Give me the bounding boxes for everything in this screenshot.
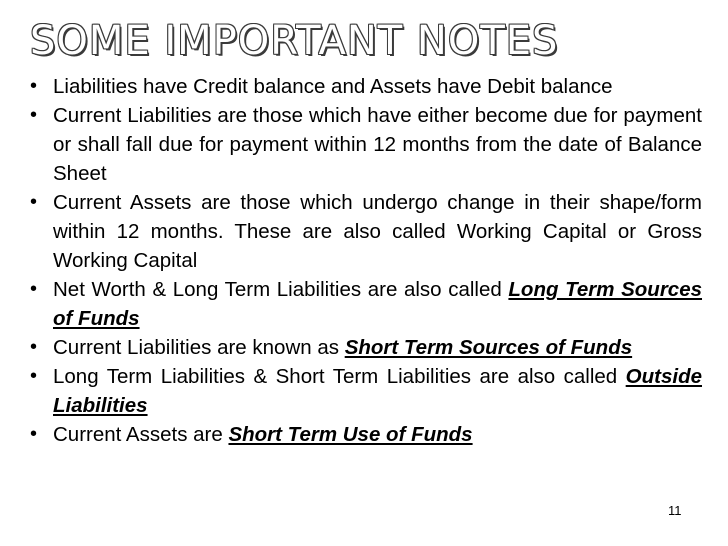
list-item [30,72,702,101]
note-emphasis: Outside Liabilities [53,365,702,417]
bullet-icon: • [30,336,38,358]
notes-list [30,72,702,449]
page-number: 11 [668,503,682,518]
note-text: Current Assets are those which undergo change in their shape/form within 12 months. These are also called Working Capital or Gross Working Capital [53,191,702,272]
bullet-icon: • [30,365,38,387]
list-item [30,362,702,420]
list-item [30,420,702,449]
list-item [30,333,702,362]
note-text: Current Assets are [53,423,229,446]
bullet-icon: • [30,104,38,126]
slide-title: SOME IMPORTANT NOTES [30,18,559,64]
note-text: Liabilities have Credit balance and Assets have Debit balance [53,75,613,98]
bullet-icon: • [30,75,38,97]
bullet-icon: • [30,423,38,445]
note-text: Current Liabilities are known as [53,336,345,359]
bullet-icon: • [30,191,38,213]
list-item [30,188,702,275]
list-item [30,101,702,188]
note-emphasis: Short Term Sources of Funds [344,336,633,359]
note-text: Long Term Liabilities & Short Term Liabilities are also called [53,365,626,388]
note-text: Net Worth & Long Term Liabilities are also called [53,278,509,301]
note-emphasis: Short Term Use of Funds [228,423,473,446]
list-item [30,275,702,333]
note-text: Current Liabilities are those which have either become due for payment or shall fall due for payment within 12 months from the date of Balance Sheet [53,104,702,185]
note-emphasis: Long Term Sources of Funds [53,278,703,330]
bullet-icon: • [30,278,38,300]
